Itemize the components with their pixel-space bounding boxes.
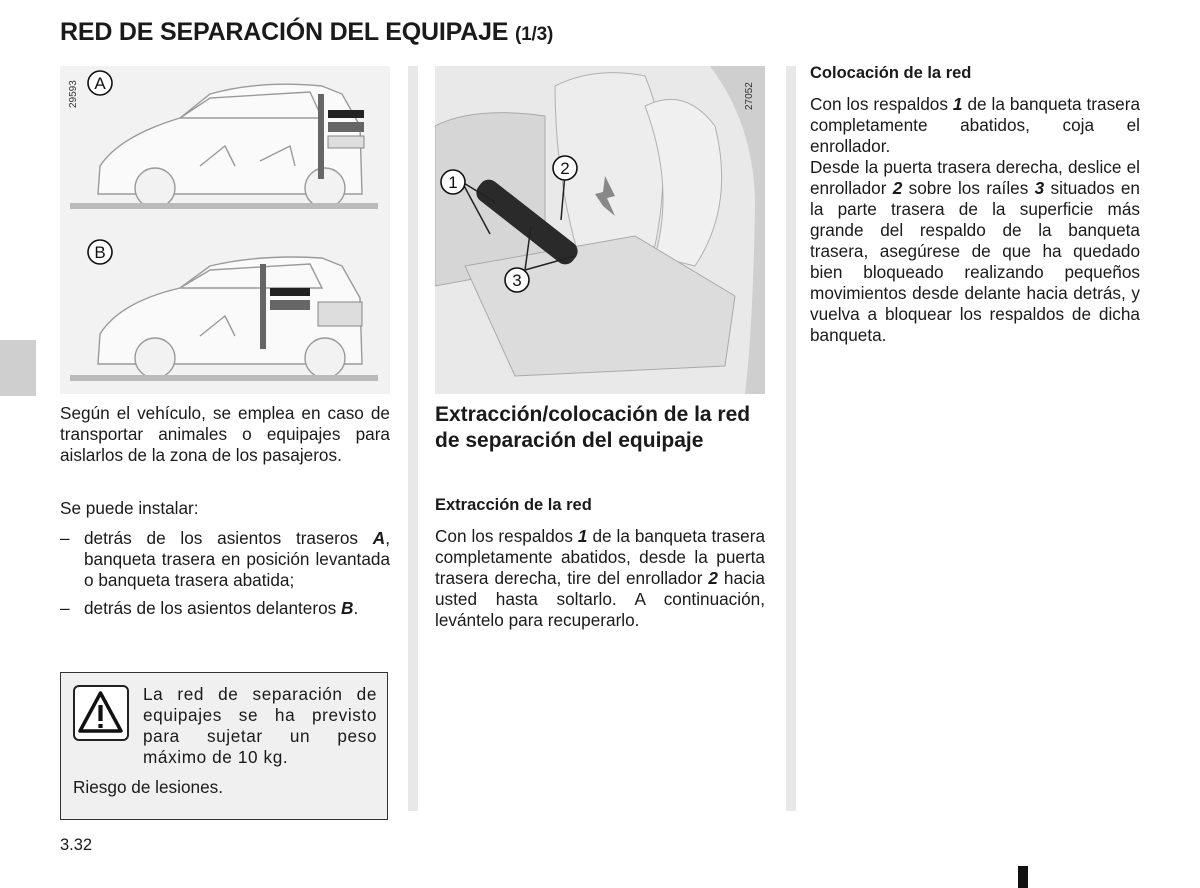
warning-text: La red de separación de equipajes se ha previsto para sujetar un peso máximo de 10 kg. [143, 684, 377, 767]
figure-vehicle-positions [60, 66, 390, 394]
removal-paragraph [435, 526, 765, 631]
install-text-1: Con los respaldos [810, 94, 953, 114]
figure-middle-code: 27052 [744, 82, 755, 110]
column-divider-2 [786, 66, 796, 811]
list-item-text [84, 528, 390, 591]
list-item-text-after: . [353, 598, 359, 618]
page-number: 3.32 [60, 836, 93, 854]
callout-2: 2 [560, 159, 570, 178]
ref-a: A [372, 528, 386, 548]
list-item-text-before: detrás de los asientos delanteros [84, 598, 342, 618]
install-intro: Se puede instalar: [60, 498, 199, 518]
list-item-text [84, 598, 390, 619]
title-text: RED DE SEPARACIÓN DEL EQUIPAJE [60, 18, 509, 46]
title-page-ref: (1/3) [515, 24, 554, 45]
sub-heading-removal: Extracción de la red [435, 496, 592, 514]
removal-text-1: Con los respaldos [435, 526, 578, 546]
installation-paragraph-2 [810, 157, 1140, 346]
warning-triangle-icon [73, 685, 129, 741]
intro-paragraph: Según el vehículo, se emplea en caso de transportar animales o equipajes para aislarlos de la zona de los pasajeros. [60, 403, 390, 465]
warning-box [60, 672, 388, 820]
vehicle-diagram [60, 66, 390, 394]
ref-3: 3 [1034, 178, 1045, 198]
interior-diagram [435, 66, 765, 394]
label-b: B [94, 243, 106, 262]
ref-1: 1 [577, 526, 588, 546]
figure-net-removal [435, 66, 765, 394]
ref-b: B [341, 598, 354, 618]
install-text-3: Desde la puerta trasera derecha, deslice el enrollador [810, 157, 1140, 198]
car-b-net [270, 288, 310, 296]
list-item [60, 528, 390, 592]
sub-heading-installation: Colocación de la red [810, 64, 972, 82]
ref-2: 2 [892, 178, 903, 198]
ref-1: 1 [952, 94, 963, 114]
install-text-4: sobre los raíles [902, 178, 1035, 198]
installation-paragraph-1 [810, 94, 1140, 157]
callout-1: 1 [448, 173, 458, 192]
install-text-5: situados en la parte trasera de la superficie más grande del respaldo de la banqueta trasera, asegúrese de que ha quedado bien bloqueado realizando pequeños movimientos desde delante hacia detrás, y vuelva a bloquear los respaldos de dicha banqueta. [810, 178, 1140, 345]
figure-left-code: 29593 [68, 80, 79, 108]
section-heading: Extracción/colocación de la red de separación del equipaje [435, 403, 751, 452]
ref-2: 2 [708, 568, 718, 588]
removal-text-3: hacia usted hasta soltarlo. A continuación, levántelo para recuperarlo. [435, 568, 765, 630]
list-item-text-after: , banqueta trasera en posición levantada o banqueta trasera abatida; [84, 528, 390, 590]
list-item-text-before: detrás de los asientos traseros [84, 528, 373, 548]
list-item [60, 598, 390, 620]
footer-mark [1018, 866, 1028, 888]
removal-text-2: de la banqueta trasera completamente abatidos, desde la puerta trasera derecha, tire del enrollador [435, 526, 766, 588]
list-dash: – [60, 528, 70, 548]
callout-3: 3 [512, 271, 522, 290]
section-tab [0, 340, 36, 396]
install-text-2: de la banqueta trasera completamente abatidos, coja el enrollador. [810, 94, 1141, 156]
car-a-illustration [98, 84, 362, 208]
label-a: A [94, 74, 106, 93]
column-divider-1 [408, 66, 418, 811]
list-dash: – [60, 598, 70, 618]
car-a-net [328, 110, 364, 118]
warning-risk: Riesgo de lesiones. [73, 777, 224, 797]
page-title [60, 18, 553, 47]
